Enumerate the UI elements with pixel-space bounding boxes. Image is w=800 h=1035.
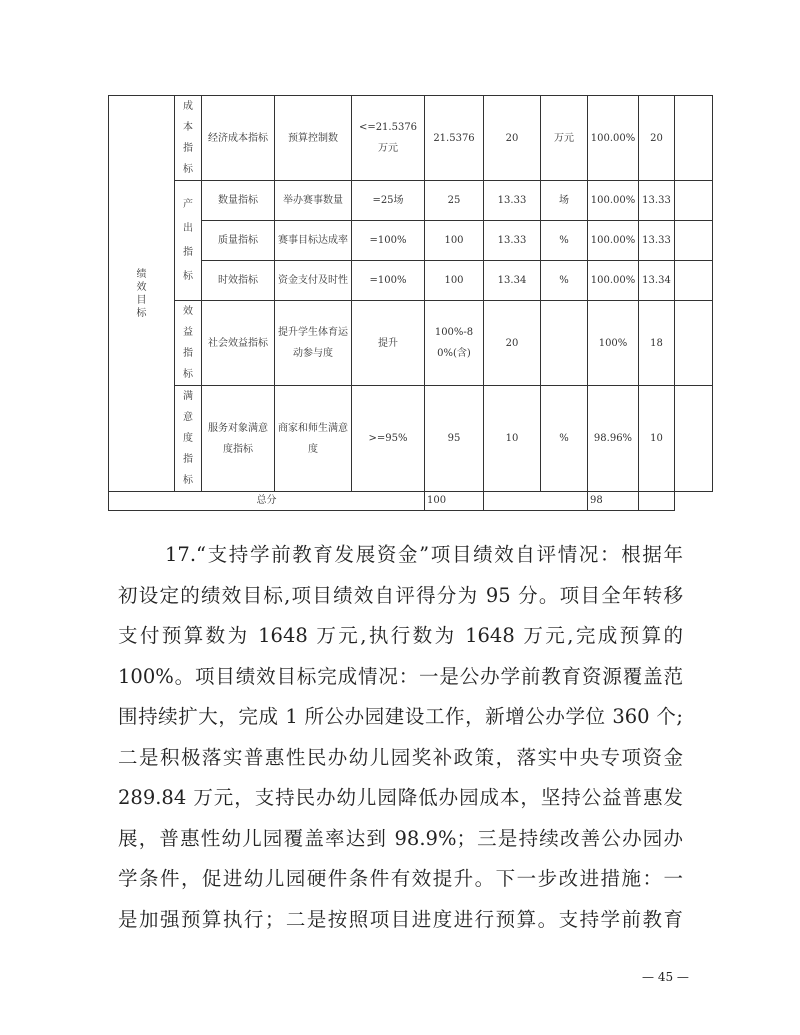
- indicator-cell: 时效指标: [202, 261, 275, 301]
- rate-cell: 98.96%: [588, 386, 639, 492]
- table-row: [109, 386, 713, 492]
- indicator-cell: 质量指标: [202, 221, 275, 261]
- actual-cell: 100: [425, 261, 484, 301]
- item-cell: 商家和师生满意度: [275, 386, 352, 492]
- weight-cell: 20: [484, 96, 541, 181]
- target-cell: =100%: [352, 221, 425, 261]
- note-cell: [675, 181, 713, 221]
- total-row: [109, 492, 713, 511]
- target-cell: =25场: [352, 181, 425, 221]
- item-cell: 提升学生体育运动参与度: [275, 301, 352, 386]
- unit-cell: [541, 301, 588, 386]
- paragraph-line: 围持续扩大，完成 1 所公办园建设工作，新增公办学位 360 个;: [118, 705, 683, 728]
- rate-cell: 100.00%: [588, 221, 639, 261]
- weight-cell: 10: [484, 386, 541, 492]
- table-row: [109, 96, 713, 181]
- category-cell: 产出指标: [175, 181, 202, 301]
- performance-table: [108, 95, 713, 511]
- weight-cell: 20: [484, 301, 541, 386]
- weight-cell: 13.34: [484, 261, 541, 301]
- indicator-cell: 服务对象满意度指标: [202, 386, 275, 492]
- score-cell: 18: [639, 301, 675, 386]
- evaluation-paragraph: [118, 535, 683, 940]
- actual-cell: 25: [425, 181, 484, 221]
- total-weight: 100: [425, 492, 484, 511]
- paragraph-line: 100%。项目绩效目标完成情况：一是公办学前教育资源覆盖范: [118, 664, 683, 688]
- actual-cell: 100: [425, 221, 484, 261]
- total-score: 98: [588, 492, 639, 511]
- score-cell: 20: [639, 96, 675, 181]
- unit-cell: %: [541, 221, 588, 261]
- item-cell: 预算控制数: [275, 96, 352, 181]
- unit-cell: 万元: [541, 96, 588, 181]
- paragraph-line: 展，普惠性幼儿园覆盖率达到 98.9%；三是持续改善公办园办: [118, 826, 683, 850]
- total-empty-cell: [484, 492, 588, 511]
- paragraph-line: 是加强预算执行；二是按照项目进度进行预算。支持学前教育: [118, 907, 683, 931]
- weight-cell: 13.33: [484, 181, 541, 221]
- unit-cell: 场: [541, 181, 588, 221]
- unit-cell: %: [541, 261, 588, 301]
- note-cell: [675, 221, 713, 261]
- target-cell: =100%: [352, 261, 425, 301]
- score-cell: 13.33: [639, 181, 675, 221]
- paragraph-line: 289.84 万元，支持民办幼儿园降低办园成本，坚持公益普惠发: [118, 786, 683, 809]
- weight-cell: 13.33: [484, 221, 541, 261]
- category-cell: 满意度指标: [175, 386, 202, 492]
- score-cell: 10: [639, 386, 675, 492]
- unit-cell: %: [541, 386, 588, 492]
- table-row: [109, 181, 713, 221]
- group-label-cell: 绩效目标: [109, 96, 175, 492]
- category-cell: 成本指标: [175, 96, 202, 181]
- note-cell: [675, 386, 713, 492]
- target-cell: <=21.5376万元: [352, 96, 425, 181]
- rate-cell: 100.00%: [588, 96, 639, 181]
- paragraph-line: 二是积极落实普惠性民办幼儿园奖补政策，落实中央专项资金: [118, 745, 683, 769]
- indicator-cell: 数量指标: [202, 181, 275, 221]
- paragraph-line: 17.“支持学前教育发展资金”项目绩效自评情况：根据年: [165, 543, 683, 566]
- paragraph-line: 初设定的绩效目标,项目绩效自评得分为 95 分。项目全年转移: [118, 583, 683, 607]
- actual-cell: 21.5376: [425, 96, 484, 181]
- actual-cell: 95: [425, 386, 484, 492]
- table-row: [109, 301, 713, 386]
- total-label: 总分: [109, 492, 425, 511]
- score-cell: 13.34: [639, 261, 675, 301]
- paragraph-line: 支付预算数为 1648 万元,执行数为 1648 万元,完成预算的: [118, 624, 683, 647]
- category-cell: 效益指标: [175, 301, 202, 386]
- total-note-cell: [639, 492, 675, 511]
- item-cell: 举办赛事数量: [275, 181, 352, 221]
- item-cell: 资金支付及时性: [275, 261, 352, 301]
- actual-cell: 100%-80%(含): [425, 301, 484, 386]
- rate-cell: 100.00%: [588, 181, 639, 221]
- note-cell: [675, 301, 713, 386]
- note-cell: [675, 96, 713, 181]
- item-cell: 赛事目标达成率: [275, 221, 352, 261]
- indicator-cell: 经济成本指标: [202, 96, 275, 181]
- paragraph-line: 学条件，促进幼儿园硬件条件有效提升。下一步改进措施：一: [118, 867, 683, 890]
- target-cell: 提升: [352, 301, 425, 386]
- score-cell: 13.33: [639, 221, 675, 261]
- indicator-cell: 社会效益指标: [202, 301, 275, 386]
- note-cell: [675, 261, 713, 301]
- target-cell: >=95%: [352, 386, 425, 492]
- rate-cell: 100.00%: [588, 261, 639, 301]
- rate-cell: 100%: [588, 301, 639, 386]
- page-number: — 45 —: [642, 970, 689, 984]
